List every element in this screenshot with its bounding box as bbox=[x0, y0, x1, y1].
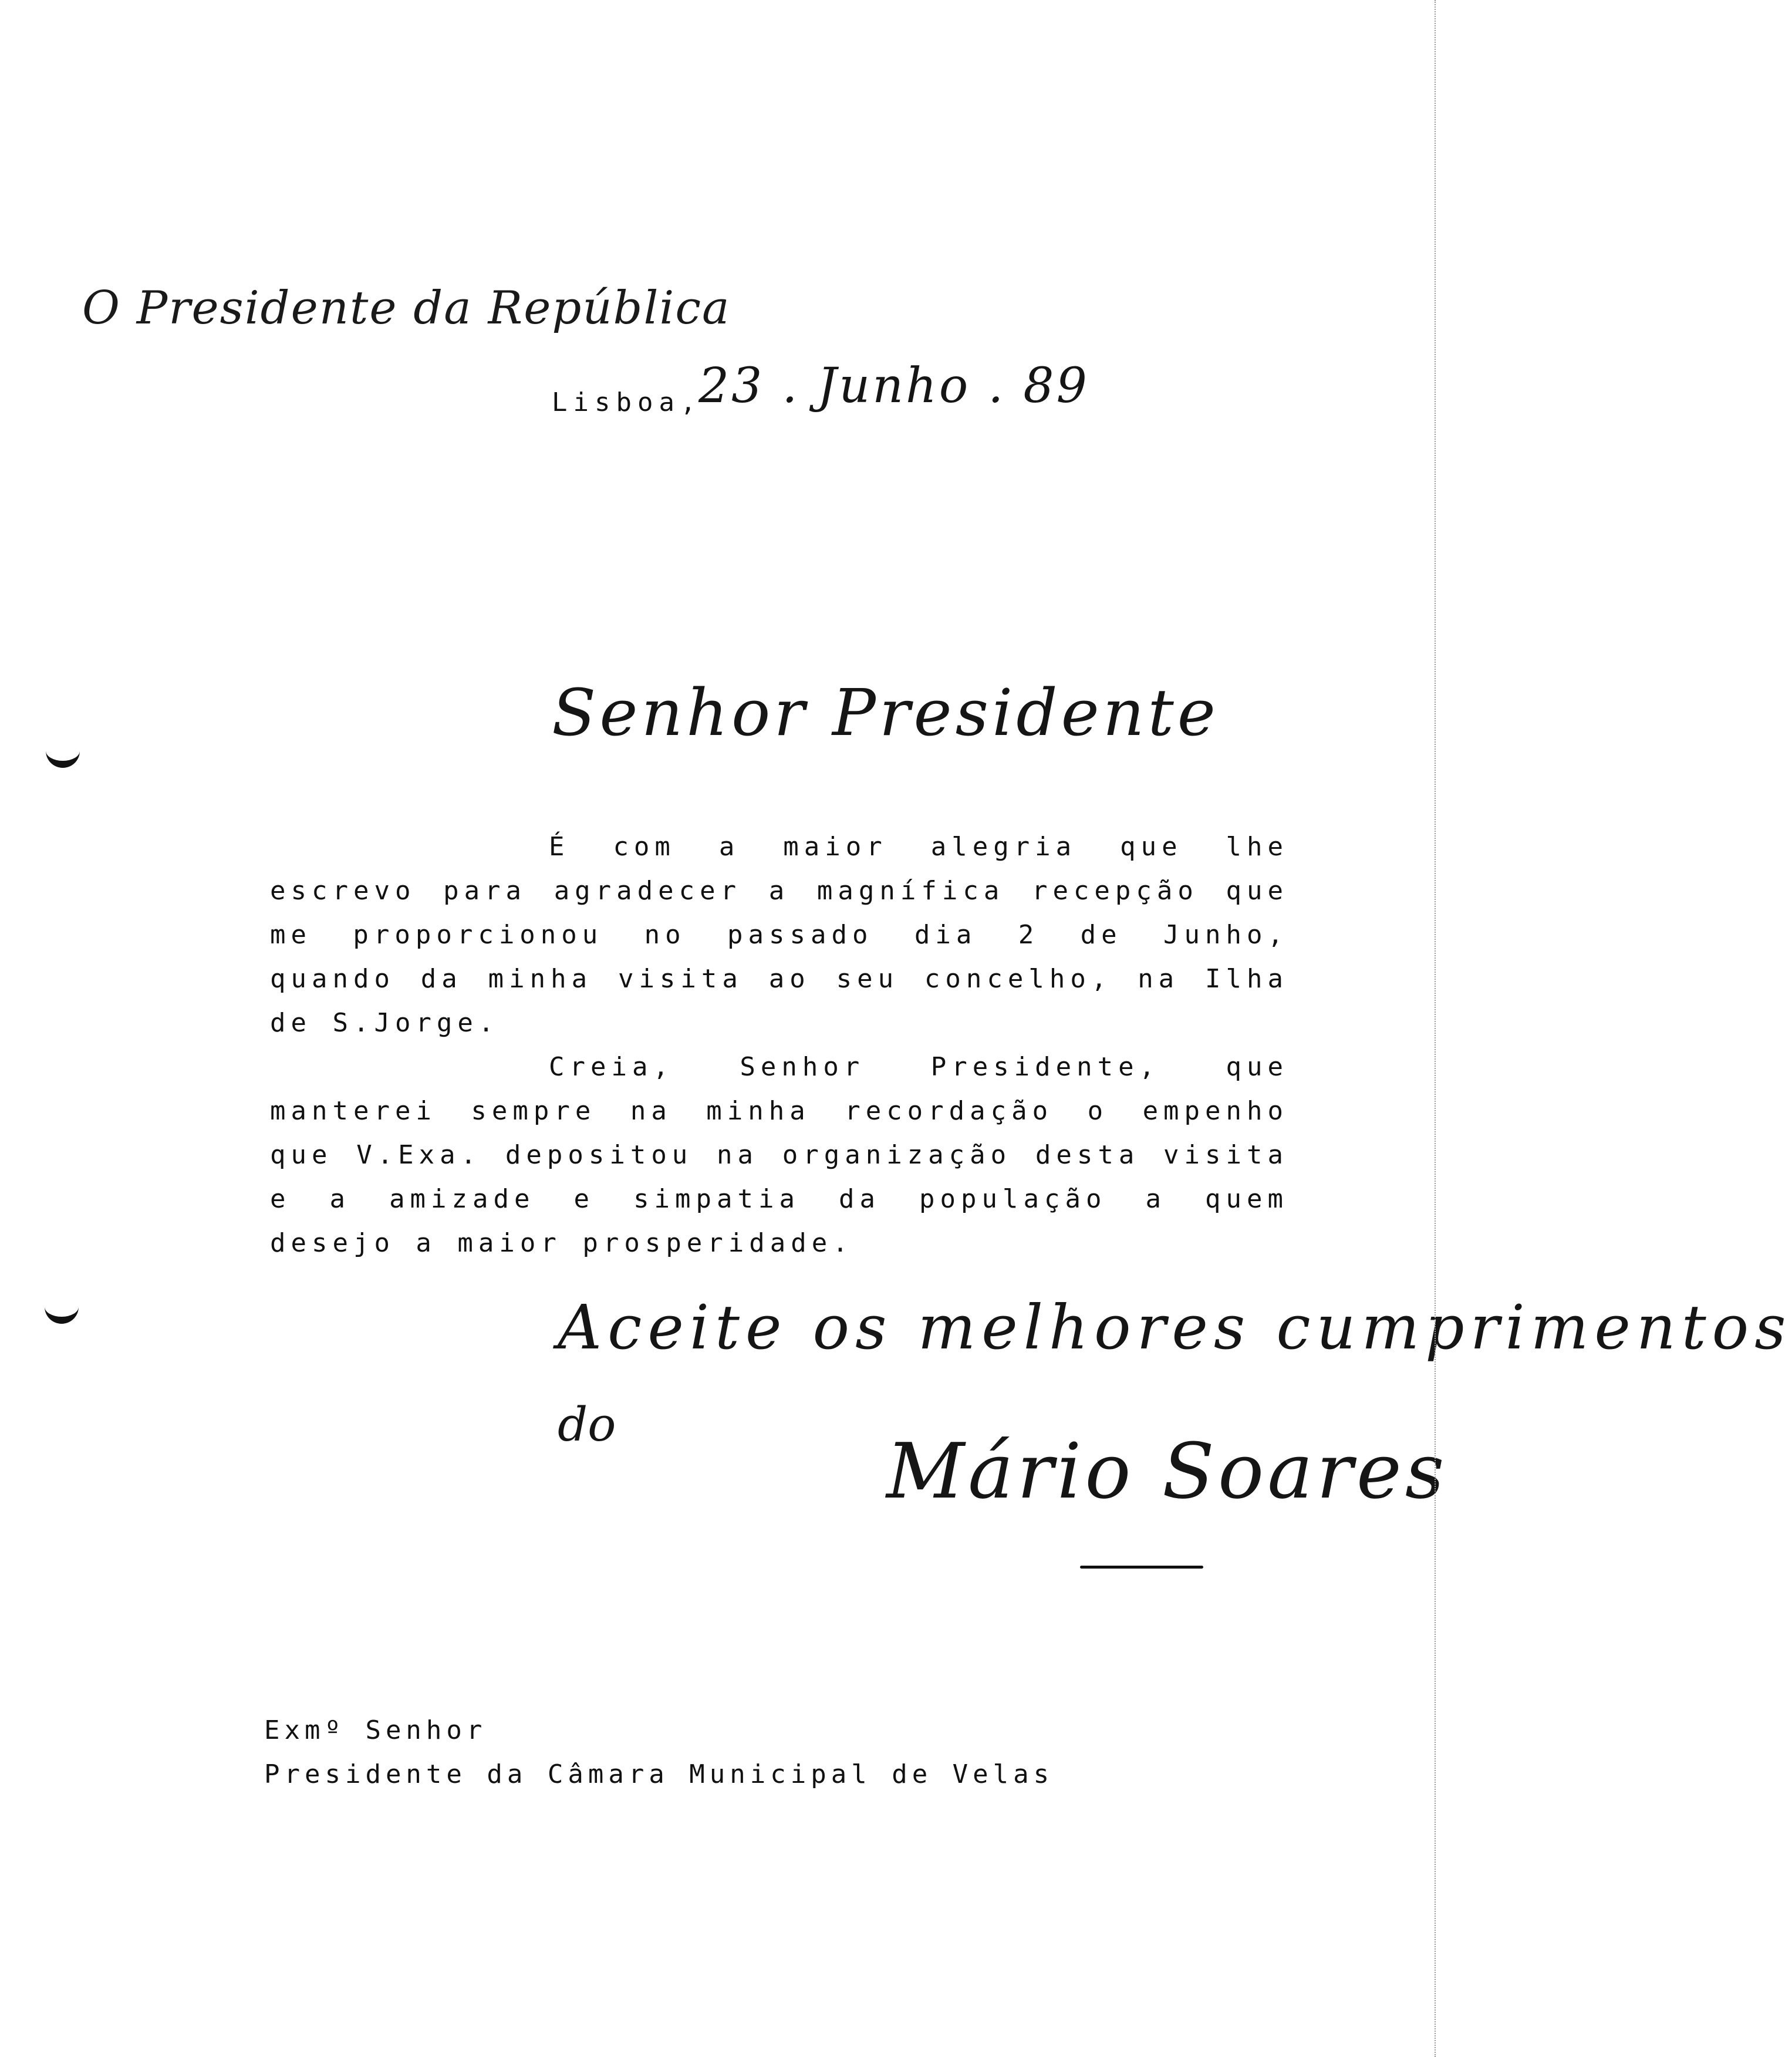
body-paragraph-2: Creia, Senhor Presidente, que manterei sempre na minha recordação o empenho que V.Exa. depositou na organização desta visita e a amizade e simpatia da população a quem desejo a maior prosperidade. bbox=[270, 1052, 1288, 1258]
addressee-block bbox=[264, 1708, 1054, 1796]
punch-hole-mark-top bbox=[46, 739, 80, 768]
addressee-salutation: Exmº Senhor bbox=[264, 1715, 487, 1745]
handwritten-date: 23 . Junho . 89 bbox=[698, 358, 1089, 414]
scan-edge-line bbox=[1433, 0, 1436, 2057]
punch-hole-mark-bottom bbox=[45, 1294, 79, 1324]
signature-underline bbox=[1080, 1566, 1203, 1569]
letterhead-title: O Presidente da República bbox=[82, 282, 731, 335]
place-label: Lisboa, bbox=[552, 387, 702, 417]
handwritten-salutation: Senhor Presidente bbox=[552, 675, 1219, 750]
addressee-title: Presidente da Câmara Municipal de Velas bbox=[264, 1759, 1054, 1789]
signature: Mário Soares bbox=[886, 1427, 1448, 1516]
handwritten-closing: Aceite os melhores cumprimentos bbox=[558, 1291, 1792, 1363]
handwritten-closing-do: do bbox=[558, 1397, 616, 1452]
body-paragraph-1: É com a maior alegria que lhe escrevo para agradecer a magnífica recepção que me proporcionou no passado dia 2 de Junho, quando da minha visita ao seu concelho, na Ilha de S.Jorge. bbox=[270, 832, 1288, 1038]
